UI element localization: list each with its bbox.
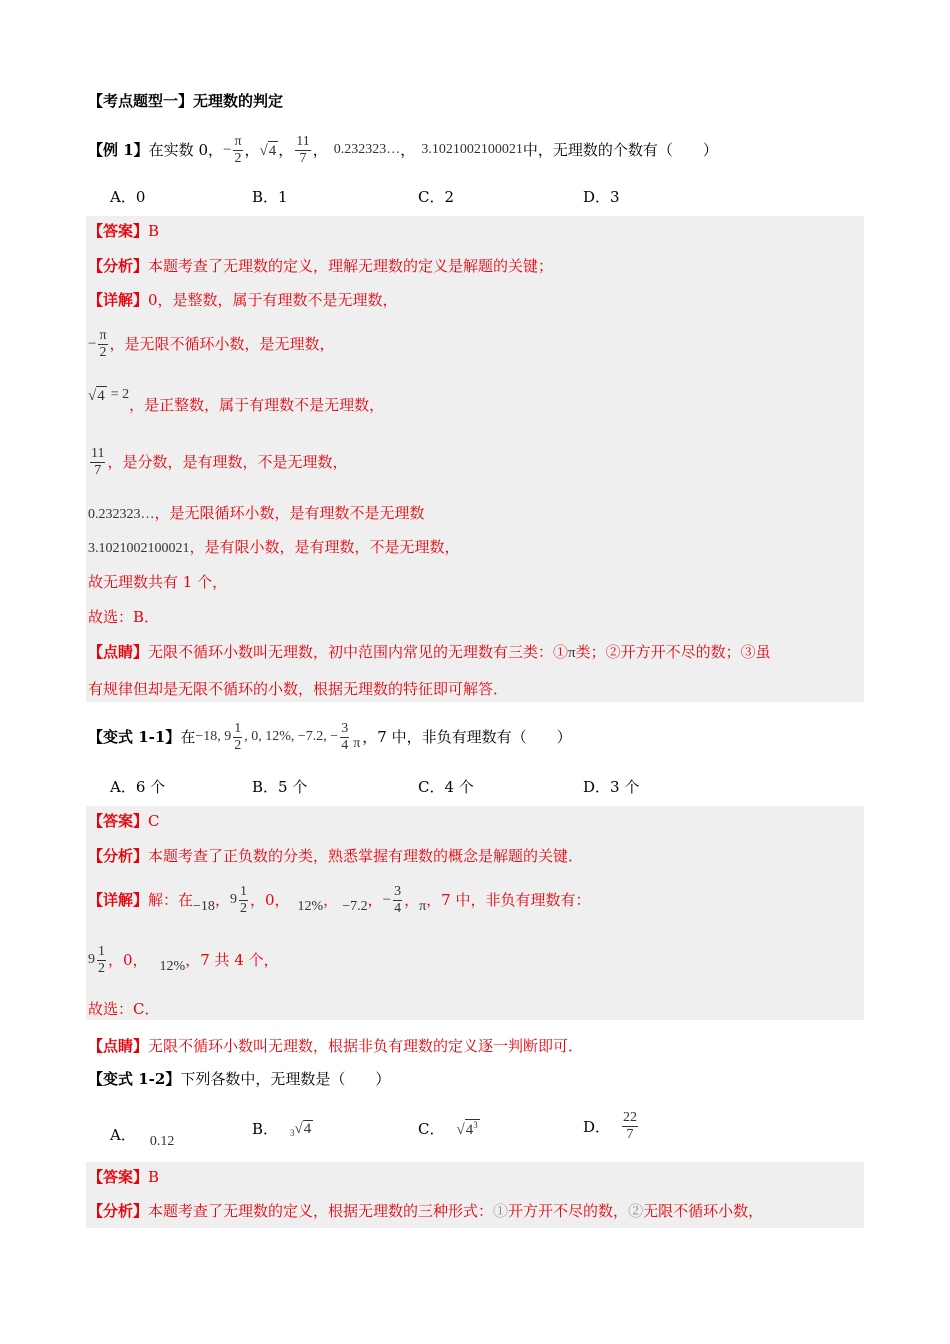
variant-1-2-question: 【变式 1-2】下列各数中，无理数是（ ） [88, 1070, 391, 1088]
choose-2: 故选：C． [88, 1000, 160, 1018]
v11-option-b: B．5 个 [252, 778, 308, 796]
option-c: C．2 [418, 188, 455, 206]
v12-option-c: C． √ $4^3$ [418, 1119, 478, 1138]
variant-1-1-question: 【变式 1-1】 在 −18, 9 $\frac{1}{2}$ , 0, 12%, −7.2, − $\frac{3}{4}$ π ，7 中，非负有理数有（ ） [88, 721, 572, 753]
answer-3: 【答案】B [88, 1168, 160, 1186]
detail-2: 【详解】 解：在 −18 ， 9 $\frac{1}{2}$ ，0， 12% ， −7.2 ， − $\frac{3}{4}$ ， π ，7 中，非负有理数有： [88, 884, 591, 916]
v12-option-a: A． 0.12 [110, 1125, 175, 1149]
choose-1: 故选：B． [88, 608, 160, 626]
finite-decimal: 3.1021002100021 [421, 141, 523, 157]
option-d: D．3 [583, 188, 620, 206]
analysis-2: 【分析】本题考查了正负数的分类，熟悉掌握有理数的概念是解题的关键． [88, 847, 584, 865]
detail-1-pi: − $\frac{\pi}{2}$ ，是无限不循环小数，是无理数， [88, 328, 335, 360]
detail-1-sqrt: √ 4 = 2 ，是正整数，属于有理数不是无理数， [88, 386, 385, 414]
fraction-11-over-7: $\frac{11}{7}$ [296, 134, 310, 166]
option-b: B．1 [252, 188, 288, 206]
detail-2-list: 9 $\frac{1}{2}$ ，0， 12% ，7 共 4 个， [88, 944, 279, 976]
detail-1-repeat: 0.232323…，是无限循环小数，是有理数不是无理数 [88, 504, 425, 522]
section-title: 【考点题型一】无理数的判定 [88, 92, 284, 110]
comment-2: 【点睛】无限不循环小数叫无理数，根据非负有理数的定义逐一判断即可． [88, 1037, 584, 1055]
example-1-question: 【例 1】 在实数 0， − $\frac{\pi}{2}$ ， √ 4 ， $\frac{11}{7}$ ， 0.232323… ， 3.1021002100021 中，无理数的个数有（ ） [88, 134, 718, 166]
comment-1: 【点睛】无限不循环小数叫无理数，初中范围内常见的无理数有三类：①π类；②开方开不尽的数；③虽 [88, 643, 771, 661]
conclusion-1: 故无理数共有 1 个， [88, 573, 228, 591]
analysis-1: 【分析】本题考查了无理数的定义，理解无理数的定义是解题的关键； [88, 257, 554, 275]
detail-1-finite: 3.1021002100021，是有限小数，是有理数，不是无理数， [88, 538, 460, 556]
v11-option-a: A．6 个 [110, 778, 166, 796]
repeating-decimal: 0.232323… [333, 141, 401, 157]
sqrt-4: √ 4 [259, 142, 277, 159]
v11-option-d: D．3 个 [583, 778, 640, 796]
example-1-tag: 【例 1】 [88, 141, 149, 159]
option-a: A．0 [110, 188, 146, 206]
example-1-lead: 在实数 0， [148, 141, 223, 159]
comment-1-cont: 有规律但却是无限不循环的小数，根据无理数的特征即可解答． [88, 680, 509, 698]
analysis-3: 【分析】本题考查了无理数的定义，根据无理数的三种形式：①开方开不尽的数，②无限不循环小数， [88, 1202, 764, 1220]
answer-2: 【答案】C [88, 812, 160, 830]
answer-1: 【答案】B [88, 222, 160, 240]
detail-1-frac: $\frac{11}{7}$ ，是分数，是有理数，不是无理数， [91, 446, 348, 478]
fraction-pi-over-2: $\frac{\pi}{2}$ [234, 134, 242, 166]
detail-1: 【详解】0，是整数，属于有理数不是无理数， [88, 291, 398, 309]
v12-option-b: B． 3 √ 4 [252, 1120, 312, 1138]
v12-option-d: D． $\frac{22}{7}$ [583, 1110, 638, 1142]
v11-option-c: C．4 个 [418, 778, 474, 796]
